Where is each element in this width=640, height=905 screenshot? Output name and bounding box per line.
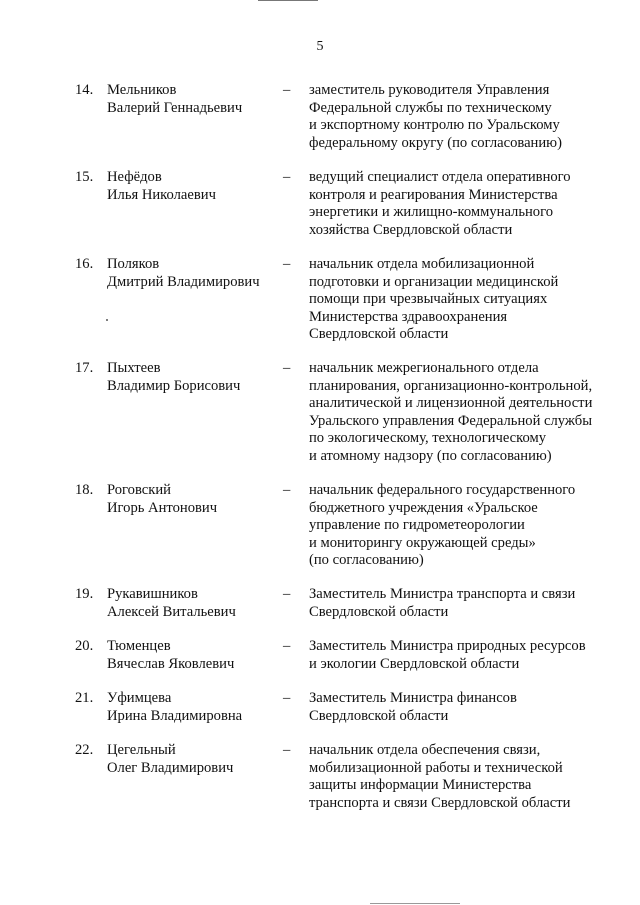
description-line: транспорта и связи Свердловской области xyxy=(309,794,571,811)
entry-number: 17. xyxy=(75,360,94,376)
person-given-names: Валерий Геннадьевич xyxy=(107,99,243,116)
description-line: помощи при чрезвычайных ситуациях xyxy=(309,291,548,308)
description-line: Заместитель Министра природных ресурсов xyxy=(309,638,586,654)
person-given-names: Вячеслав Яковлевич xyxy=(107,655,235,672)
person-surname: Рукавишников xyxy=(107,586,198,602)
page-number: 5 xyxy=(316,39,324,54)
description-line: контроля и реагирования Министерства xyxy=(309,186,558,203)
description-line: Федеральной службы по техническому xyxy=(309,99,552,116)
entry-dash: – xyxy=(283,690,291,706)
entry-dash: – xyxy=(283,586,291,602)
description-line: и атомному надзору (по согласованию) xyxy=(309,447,552,464)
scan-edge-line xyxy=(370,903,460,904)
person-name xyxy=(107,360,277,395)
entry-number: 15. xyxy=(75,169,94,185)
description-line: начальник федерального государственного xyxy=(309,482,576,498)
description-line: мобилизационной работы и технической xyxy=(309,759,563,776)
description-line: Свердловской области xyxy=(309,707,449,724)
description-line: федеральному округу (по согласованию) xyxy=(309,134,562,151)
entry-number: 20. xyxy=(75,638,94,654)
entry-dash: – xyxy=(283,82,291,98)
entry-number: 21. xyxy=(75,690,94,706)
description-line: Свердловской области xyxy=(309,603,449,620)
description-line: начальник межрегионального отдела xyxy=(309,360,539,376)
description-line: энергетики и жилищно-коммунального xyxy=(309,204,554,221)
scan-edge-line xyxy=(258,0,318,1)
person-surname: Роговский xyxy=(107,482,171,498)
description-line: и экспортному контролю по Уральскому xyxy=(309,117,560,134)
description-line: Заместитель Министра транспорта и связи xyxy=(309,586,576,602)
person-given-names: Владимир Борисович xyxy=(107,377,241,394)
position-description xyxy=(309,82,609,152)
description-line: Заместитель Министра финансов xyxy=(309,690,517,706)
entry-dash: – xyxy=(283,360,291,376)
description-line: и экологии Свердловской области xyxy=(309,655,520,672)
description-line: (по согласованию) xyxy=(309,552,424,569)
position-description xyxy=(309,638,609,673)
description-line: ведущий специалист отдела оперативного xyxy=(309,169,571,185)
person-given-names: Игорь Антонович xyxy=(107,499,218,516)
person-given-names: Олег Владимирович xyxy=(107,759,234,776)
description-line: по экологическому, технологическому xyxy=(309,430,547,447)
description-line: и мониторингу окружающей среды» xyxy=(309,534,536,551)
description-line: подготовки и организации медицинской xyxy=(309,273,559,290)
position-description xyxy=(309,690,609,725)
description-line: аналитической и лицензионной деятельности xyxy=(309,395,593,412)
description-line: начальник отдела обеспечения связи, xyxy=(309,742,541,758)
description-line: защиты информации Министерства xyxy=(309,777,532,794)
position-description xyxy=(309,586,609,621)
person-surname: Поляков xyxy=(107,256,160,272)
person-given-names: Дмитрий Владимирович xyxy=(107,273,260,290)
person-name xyxy=(107,256,277,291)
person-name xyxy=(107,742,277,777)
description-line: заместитель руководителя Управления xyxy=(309,82,550,98)
person-name xyxy=(107,586,277,621)
position-description xyxy=(309,169,609,239)
description-line: начальник отдела мобилизационной xyxy=(309,256,535,272)
entry-number: 19. xyxy=(75,586,94,602)
entry-number: 16. xyxy=(75,256,94,272)
person-surname: Уфимцева xyxy=(107,690,172,706)
position-description xyxy=(309,482,609,570)
description-line: Министерства здравоохранения xyxy=(309,308,508,325)
person-given-names: Илья Николаевич xyxy=(107,186,216,203)
description-line: хозяйства Свердловской области xyxy=(309,221,513,238)
person-name xyxy=(107,638,277,673)
person-surname: Цегельный xyxy=(107,742,176,758)
scan-speck xyxy=(106,319,108,321)
position-description xyxy=(309,256,609,344)
entry-number: 22. xyxy=(75,742,94,758)
person-given-names: Ирина Владимировна xyxy=(107,707,243,724)
description-line: планирования, организационно-контрольной, xyxy=(309,377,593,394)
position-description xyxy=(309,742,609,812)
description-line: Уральского управления Федеральной службы xyxy=(309,412,593,429)
person-name xyxy=(107,690,277,725)
person-name xyxy=(107,82,277,117)
person-surname: Нефёдов xyxy=(107,169,162,185)
person-surname: Мельников xyxy=(107,82,177,98)
entry-dash: – xyxy=(283,256,291,272)
entry-dash: – xyxy=(283,482,291,498)
entry-dash: – xyxy=(283,169,291,185)
person-name xyxy=(107,482,277,517)
entry-number: 14. xyxy=(75,82,94,98)
entry-dash: – xyxy=(283,638,291,654)
description-line: управление по гидрометеорологии xyxy=(309,517,525,534)
description-line: Свердловской области xyxy=(309,326,449,343)
position-description xyxy=(309,360,609,466)
person-surname: Пыхтеев xyxy=(107,360,161,376)
entry-number: 18. xyxy=(75,482,94,498)
person-given-names: Алексей Витальевич xyxy=(107,603,236,620)
person-name xyxy=(107,169,277,204)
entry-dash: – xyxy=(283,742,291,758)
description-line: бюджетного учреждения «Уральское xyxy=(309,499,538,516)
person-surname: Тюменцев xyxy=(107,638,171,654)
